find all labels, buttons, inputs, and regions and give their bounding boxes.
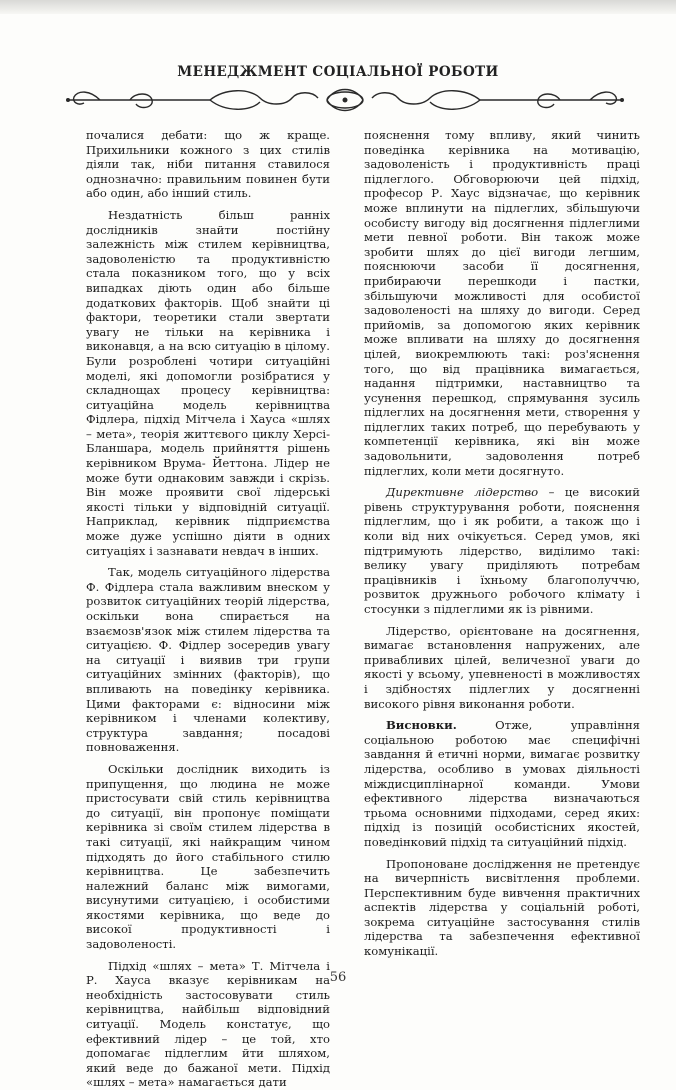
- paragraph: [364, 485, 640, 616]
- paragraph: пояснення тому впливу, який чинить поведінка керівника на мотивацію, задоволеність і продуктивність праці підлеглого. Обговорюючи цей підхід, професор Р. Хаус відзначає, що керівник може вплинути на підлеглих, збільшуючи особисту вигоду від досягнення підлеглими мети певної роботи. Він також може зробити шлях до цієї вигоди легшим, пояснюючи засоби її досягнення, прибираючи перешкоди і пастки, збільшуючи можливості для особистої задоволеності на шляху до вигоди. Серед прийомів, за допомогою яких керівник може впливати на шляху до досягнення цілей, виокремлюють такі: роз'яснення того, що від працівника вимагається, надання підтримки, наставництво та усунення перешкод, спрямування зусиль підлеглих на досягнення мети, створення у підлеглих таких потреб, що перебувають у компетенції керівника, які він може задовольнити, задоволення потреб підлеглих, коли мети досягнуто.: [364, 128, 640, 478]
- left-text-column: [86, 128, 330, 1090]
- paragraph: Пропоноване дослідження не претендує на вичерпність висвітлення проблеми. Перспективним буде вивчення практичних аспектів лідерства у соціальній роботі, зокрема ситуаційне застосування стилів лідерства та забезпечення ефективної комунікації.: [364, 856, 640, 959]
- page-number: 56: [329, 970, 347, 985]
- right-text-column: [364, 128, 640, 959]
- ornamental-flourish: [60, 82, 630, 118]
- directive-leadership-term: Директивне лідерство: [386, 485, 539, 500]
- paragraph: Нездатність більш ранніх дослідників знайти постійну залежність між стилем керівництва, задоволеністю та продуктивністю стала показником того, що у всіх випадках діють один або більше додаткових факторів. Щоб знайти ці фактори, теоретики стали звертати увагу не тільки на керівника і виконавця, а на всю ситуацію в цілому. Були розроблені чотири ситуаційні моделі, які допомогли розібратися у складнощах процесу керівництва: ситуаційна модель керівництва Фідлера, підхід Мітчела і Хауса «шлях – мета», теорія життєвого циклу Херсі-Бланшара, модель прийняття рішень керівником Врума- Йеттона. Лідер не може бути однаковим завжди і скрізь. Він може проявити свої лідерські якості тільки у відповідній ситуації. Наприклад, керівник підприємства може дуже успішно діяти в одних ситуаціях і зазнавати невдач в інших.: [86, 207, 330, 558]
- paragraph: [364, 718, 640, 849]
- paragraph: Оскільки дослідник виходить із припущення, що людина не може пристосувати свій стиль керівництва до ситуації, він пропонує поміщати керівника зі своїм стилем лідерства в такі ситуації, які найкращим чином підходять до його стабільного стилю керівництва. Це забезпечить належний баланс між вимогами, висунутими ситуацією, і особистими якостями керівника, що веде до високої продуктивності і задоволеності.: [86, 761, 330, 952]
- scan-top-edge: [0, 0, 676, 14]
- paragraph-text: – це високий рівень структурування роботи, пояснення підлеглим, що і як робити, а також що і коли від них очікується. Серед умов, які підтримують лідерство, виділимо такі: велику увагу приділяють потребам працівників і їхньому благополуччю, розвиток дружнього робочого клімату і стосунки з підлеглими як із рівними.: [364, 485, 640, 616]
- running-header-title: МЕНЕДЖМЕНТ СОЦІАЛЬНОЇ РОБОТИ: [177, 64, 499, 80]
- conclusions-heading: Висновки.: [386, 718, 457, 733]
- paragraph: почалися дебати: що ж краще. Прихильники кожного з цих стилів діяли так, ніби питання ставилося однозначно: правильним повинен бути або один, або інший стиль.: [86, 128, 330, 201]
- paragraph: Лідерство, орієнтоване на досягнення, вимагає встановлення напружених, але привабливих цілей, величезної уваги до якості у всьому, упевненості в можливостях і здібностях підлеглих у досягненні високого рівня виконання роботи.: [364, 623, 640, 711]
- paragraph: Підхід «шлях – мета» Т. Мітчела і Р. Хауса вказує керівникам на необхідність застосовувати стиль керівництва, найбільш відповідний ситуації. Модель констатує, що ефективний лідер – це той, хто допомагає підлеглим йти шляхом, який веде до бажаної мети. Підхід «шлях – мета» намагається дати: [86, 958, 330, 1090]
- paragraph: Так, модель ситуаційного лідерства Ф. Фідлера стала важливим внеском у розвиток ситуаційних теорій лідерства, оскільки вона спирається на взаємозв'язок між стилем лідерства та ситуацією. Ф. Фідлер зосередив увагу на ситуації і виявив три групи ситуаційних змінних (факторів), що впливають на поведінку керівника. Цими факторами є: відносини між керівником і членами колективу, структура завдання; посадові повноваження.: [86, 565, 330, 755]
- paragraph-text: Отже, управління соціальною роботою має специфічні завдання й етичні норми, вимагає розвитку лідерства, особливо в умовах діяльності міждисциплінарної команди. Умови ефективного лідерства визначаються трьома основними підходами, серед яких: підхід із позицій особистісних якостей, поведінковий підхід та ситуаційний підхід.: [364, 718, 640, 849]
